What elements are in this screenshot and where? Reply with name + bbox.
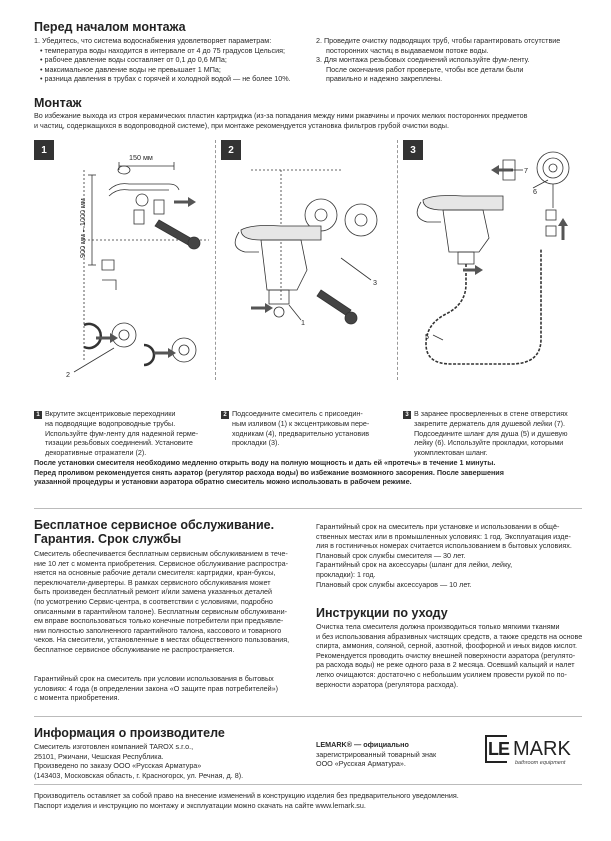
service-line: ние 10 лет с момента приобретения. Сервисное обслуживание распростра- bbox=[34, 558, 289, 568]
manufacturer-line: Произведено по заказу ООО «Русская Арматура» bbox=[34, 761, 202, 771]
before-install-right-line: 2. Проведите очистку подводящих труб, чтобы гарантировать отсутствие bbox=[316, 36, 561, 45]
mount-intro-line: Во избежание выхода из строя керамических пластин картриджа (из-за попадания между ними ржавчины и прочих мелких посторонних предметов bbox=[34, 111, 528, 120]
service-line: Плановый срок службы смесителя — 30 лет. bbox=[316, 550, 466, 560]
manufacturer-line: (143403, Московская область, г. Красногорск, ул. Речная, д. 8). bbox=[34, 770, 244, 780]
service-line: няется на основные рабочие детали смесителя: картриджи, кран-буксы, bbox=[34, 568, 276, 578]
step-line: ходникам (4), предварительно установив bbox=[232, 428, 370, 438]
step-number: 3 bbox=[403, 411, 411, 419]
step-number: 1 bbox=[34, 411, 42, 419]
step-2 bbox=[221, 409, 395, 448]
footer bbox=[34, 791, 594, 810]
logo-subtitle: bathroom equipment bbox=[515, 760, 566, 766]
figure-callout: 7 bbox=[524, 166, 528, 175]
figure-number: 2 bbox=[221, 140, 241, 160]
care-line: Рекомендуется проводить очистку внешней поверхности аэратора (регулято- bbox=[316, 650, 576, 660]
before-install-right-line: 3. Для монтажа резьбовых соединений используйте фум-ленту. bbox=[316, 55, 530, 65]
lemark-logo bbox=[485, 733, 581, 773]
manufacturer-text bbox=[34, 742, 304, 780]
figure-2-drawing bbox=[221, 140, 395, 380]
step-line: лейку (6). Используйте прокладки, которыми bbox=[414, 438, 564, 448]
figure-callout: 6 bbox=[533, 187, 537, 196]
manufacturer-title: Информация о производителе bbox=[34, 726, 225, 740]
service-line: условиях: 4 года (в определении закона «О защите прав потребителей») bbox=[34, 683, 279, 693]
notice-line: Перед проливом рекомендуется снять аэратор (регулятор расхода воды) во избежание возможного засорения. После завершения bbox=[34, 467, 504, 477]
service-line: с момента приобретения. bbox=[34, 693, 120, 703]
step-line: Подсоедините шланг для душа (5) и душевую bbox=[414, 428, 568, 438]
service-line: прокладки): 1 год. bbox=[316, 569, 376, 579]
step-3 bbox=[403, 409, 593, 457]
service-left-tail bbox=[34, 674, 304, 703]
step-line: Используйте фум-ленту для надежной герме- bbox=[45, 428, 199, 438]
notice-line: указанной процедуры и установки аэратора обратно смеситель можно использовать в рабочем режиме. bbox=[34, 477, 412, 487]
before-install-title: Перед началом монтажа bbox=[34, 20, 186, 34]
service-line: (по усмотрению Сервис-центра, в соответствии с условиями, подробно bbox=[34, 596, 273, 606]
figure-divider bbox=[215, 140, 216, 380]
before-install-left bbox=[34, 36, 314, 84]
service-line: Гарантийный срок на смеситель при установке и использовании в общё- bbox=[316, 522, 560, 531]
service-line: лия в гостиничных номерах считается использованием в бытовых условиях. bbox=[316, 541, 572, 551]
figure-callout: 5 bbox=[425, 332, 429, 341]
footer-line: Производитель оставляет за собой право на внесение изменений в конструкцию изделия без предварительного уведомления. bbox=[34, 791, 459, 800]
manufacturer-line: Смеситель изготовлен компанией TAROX s.r.o., bbox=[34, 742, 194, 751]
footer-line: Паспорт изделия и инструкцию по монтажу и эксплуатации можно скачать на сайте www.lemark.su. bbox=[34, 800, 366, 810]
step-number: 2 bbox=[221, 411, 229, 419]
mount-intro-line: и частиц, содержащихся в водопроводной системе), при монтаже рекомендуется установка фильтров грубой очистки воды. bbox=[34, 120, 449, 130]
service-line: чеков. На смесители, установленные в местах общественного пользования, bbox=[34, 635, 290, 645]
figure-divider bbox=[397, 140, 398, 380]
service-line: Гарантийный срок на смеситель при условии использования в бытовых bbox=[34, 674, 274, 683]
before-install-right-line: посторонних частиц в выдаваемом потоке воды. bbox=[326, 45, 489, 55]
service-line: нии полностью заполненного гарантийного талона, кассового и товарного bbox=[34, 625, 282, 635]
figure-number: 3 bbox=[403, 140, 423, 160]
before-install-right bbox=[316, 36, 586, 84]
step-line: закрепите держатель для душевой лейки (7). bbox=[414, 419, 566, 428]
mount-intro bbox=[34, 111, 594, 130]
before-install-left-line: • температура воды находится в интервале от 4 до 75 градусов Цельсия; bbox=[40, 45, 285, 55]
brand-line: ООО «Русская Арматура». bbox=[316, 759, 406, 769]
figure-3-drawing bbox=[403, 140, 581, 380]
service-title bbox=[34, 518, 274, 546]
manufacturer-line: 25101, Ржичани, Чешская Республика. bbox=[34, 751, 164, 761]
care-line: спирта, аммония, соляной, серной, азотной, фосфорной и иных видов кислот. bbox=[316, 641, 578, 651]
service-line: Гарантийный срок на аксессуары (шланг для лейки, лейку, bbox=[316, 560, 513, 570]
care-title: Инструкции по уходу bbox=[316, 606, 448, 620]
figure-2 bbox=[221, 140, 395, 380]
service-line: быть произведен бесплатный ремонт и/или замена указанных деталей bbox=[34, 587, 273, 597]
care-text bbox=[316, 622, 591, 689]
figure-3 bbox=[403, 140, 581, 380]
before-install-left-line: • разница давления в трубах с горячей и холодной водой — не более 10%. bbox=[40, 74, 291, 84]
step-line: В заранее просверленных в стене отверстиях bbox=[414, 409, 568, 418]
figure-callout: 3 bbox=[373, 278, 377, 287]
brand-text bbox=[316, 740, 476, 769]
figure-1 bbox=[34, 140, 212, 380]
before-install-right-line: правильно и надежно закреплены. bbox=[326, 74, 443, 84]
notice-line: После установки смесителя необходимо медленно открыть воду на полную мощность и дать ей «протечь» в течение 1 минуты. bbox=[34, 458, 496, 467]
figure-callout: 2 bbox=[66, 370, 70, 379]
section-divider bbox=[34, 784, 582, 785]
care-line: Очистка тела смесителя должна производиться только мягкими тканями bbox=[316, 622, 560, 631]
step-1 bbox=[34, 409, 212, 457]
service-title-line: Гарантия. Срок службы bbox=[34, 532, 182, 546]
service-line: описанными в гарантийном талоне). Бесплатным сервисным обслуживани- bbox=[34, 606, 287, 616]
figure-1-drawing bbox=[34, 140, 212, 380]
care-line: верхности аэратора (регулятора расхода). bbox=[316, 679, 459, 689]
brand-line: LEMARK® — официально bbox=[316, 740, 409, 749]
logo-le: LE bbox=[488, 739, 510, 759]
service-line: ем вправе воспользоваться только конечные потребители при предъявле- bbox=[34, 616, 284, 626]
figure-number: 1 bbox=[34, 140, 54, 160]
step-line: укомплектован шланг. bbox=[414, 447, 488, 457]
notice bbox=[34, 458, 594, 487]
step-line: Вкрутите эксцентриковые переходники bbox=[45, 409, 176, 418]
service-line: Смеситель обеспечивается бесплатным сервисным обслуживанием в тече- bbox=[34, 549, 288, 558]
before-install-right-line: После окончания работ проверьте, чтобы все детали были bbox=[326, 64, 524, 74]
dim-vertical-label: 900 мм – 1000 мм bbox=[78, 198, 87, 258]
mount-title: Монтаж bbox=[34, 96, 82, 110]
service-line: ственных местах или в промышленных условиях: 1 год. Эксплуатация изде- bbox=[316, 531, 571, 541]
section-divider bbox=[34, 508, 582, 509]
logo-mark: MARK bbox=[513, 738, 571, 760]
step-line: тизации резьбовых соединений. Установите bbox=[45, 438, 193, 448]
before-install-left-line: • максимальное давление воды не превышает 1 МПа; bbox=[40, 64, 221, 74]
service-right bbox=[316, 522, 591, 589]
care-line: и без использования абразивных чистящих средств, а также средств на основе bbox=[316, 631, 583, 641]
figure-callout: 1 bbox=[301, 318, 305, 327]
before-install-left-line: • рабочее давление воды составляет от 0,1 до 0,6 МПа; bbox=[40, 55, 227, 65]
service-line: Плановый срок службы аксессуаров — 10 лет. bbox=[316, 579, 472, 589]
care-line: легко очищаются: достаточно с небольшим усилием провести рукой по по- bbox=[316, 669, 567, 679]
step-line: прокладки (3). bbox=[232, 438, 280, 448]
step-line: на подводящие водопроводные трубы. bbox=[45, 419, 176, 428]
service-line: переключатели-дивертеры. В рамках сервисного обслуживания может bbox=[34, 577, 271, 587]
service-left bbox=[34, 549, 304, 655]
service-line: бесплатное сервисное обслуживание не распространяется. bbox=[34, 644, 235, 654]
section-divider bbox=[34, 716, 582, 717]
step-line: Подсоедините смеситель с присоедин- bbox=[232, 409, 363, 418]
service-title-line: Бесплатное сервисное обслуживание. bbox=[34, 518, 275, 532]
care-line: ра расхода воды) не реже одного раза в 2 месяца. Осевший кальций и налет bbox=[316, 660, 575, 670]
brand-line: зарегистрированный товарный знак bbox=[316, 749, 437, 759]
before-install-left-line: 1. Убедитесь, что система водоснабжения удовлетворяет параметрам: bbox=[34, 36, 272, 45]
step-line: декоративные отражатели (2). bbox=[45, 447, 147, 457]
step-line: ным изливом (1) к эксцентриковым пере- bbox=[232, 419, 370, 428]
dim-horizontal-label: 150 мм bbox=[129, 153, 153, 162]
